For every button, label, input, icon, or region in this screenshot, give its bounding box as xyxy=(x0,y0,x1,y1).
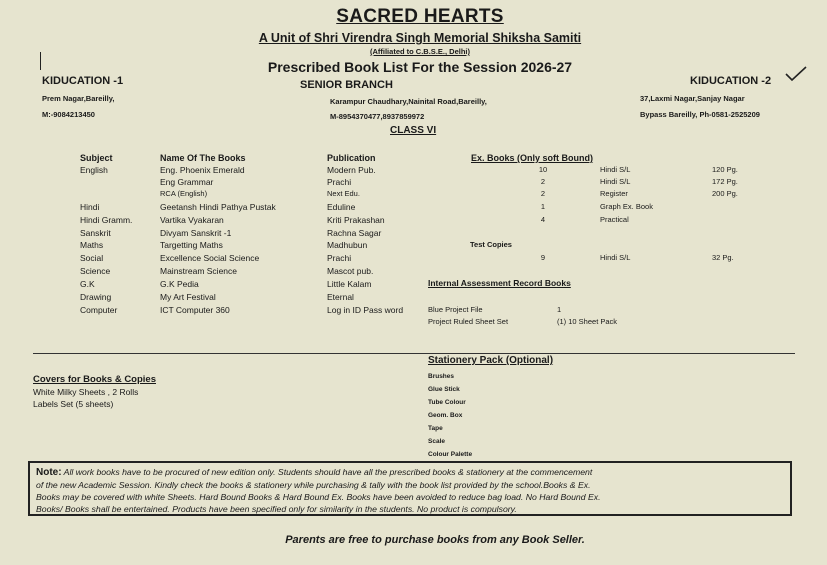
book-subject: Hindi Gramm. xyxy=(80,215,133,225)
school-name: SACRED HEARTS xyxy=(336,6,504,27)
unit-line: A Unit of Shri Virendra Singh Memorial Shiksha Samiti xyxy=(258,31,582,45)
book-publication: Prachi xyxy=(327,177,352,187)
stationery-item: Brushes xyxy=(428,373,455,380)
test-pages: 32 Pg. xyxy=(712,253,734,262)
table-row xyxy=(0,202,827,214)
stationery-item: Colour Palette xyxy=(428,451,473,458)
test-qty: 9 xyxy=(540,253,546,262)
exbook-type: Graph Ex. Book xyxy=(600,202,653,211)
book-name: Excellence Social Science xyxy=(160,253,260,263)
test-type: Hindi S/L xyxy=(600,253,631,262)
assessment-qty: (1) 10 Sheet Pack xyxy=(557,317,618,326)
book-publication: Little Kalam xyxy=(327,279,372,289)
covers-item: Labels Set (5 sheets) xyxy=(33,399,114,409)
book-publication: Next Edu. xyxy=(327,189,360,198)
exbook-type: Hindi S/L xyxy=(600,177,631,186)
book-subject: Social xyxy=(80,253,104,263)
senior-branch-phone: M-8954370477,8937859972 xyxy=(330,112,425,121)
col-name: Name Of The Books xyxy=(160,153,246,163)
book-name: Geetansh Hindi Pathya Pustak xyxy=(160,202,276,212)
note-line: of the new Academic Session. Kindly check the books & stationery while purchasing & tally with the book list provided by the school.Books & Ex. xyxy=(36,480,591,490)
book-name: Eng. Phoenix Emerald xyxy=(160,165,245,175)
table-row xyxy=(0,165,827,177)
footer-text: Parents are free to purchase books from any Book Seller. xyxy=(285,534,585,546)
exbook-type: Register xyxy=(600,189,628,198)
book-name: G.K Pedia xyxy=(160,279,199,289)
note-line: All work books have to be procured of new edition only. Students should have all the prescribed books & stationery at the commencement xyxy=(63,467,593,477)
page-title: Prescribed Book List For the Session 2026-27 xyxy=(267,59,573,75)
table-row xyxy=(0,189,827,201)
tick-mark-icon xyxy=(785,66,807,82)
col-subject: Subject xyxy=(80,153,113,163)
table-row xyxy=(0,240,827,252)
table-row xyxy=(0,177,827,189)
book-name: RCA (English) xyxy=(160,189,208,198)
assessment-item: Project Ruled Sheet Set xyxy=(428,317,509,326)
book-publication: Rachna Sagar xyxy=(327,228,382,238)
book-subject: Maths xyxy=(80,240,104,250)
exbook-qty: 2 xyxy=(540,177,546,186)
assessment-qty: 1 xyxy=(557,305,562,314)
stationery-item: Glue Stick xyxy=(428,386,460,393)
book-name: Vartika Vyakaran xyxy=(160,215,224,225)
book-publication: Modern Pub. xyxy=(327,165,376,175)
table-row xyxy=(0,317,827,329)
table-row xyxy=(0,305,827,317)
covers-item: White Milky Sheets , 2 Rolls xyxy=(33,387,139,397)
exbook-qty: 1 xyxy=(540,202,546,211)
table-row xyxy=(0,292,827,304)
exbook-qty: 2 xyxy=(540,189,546,198)
divider xyxy=(33,353,795,354)
covers-title: Covers for Books & Copies xyxy=(33,374,156,385)
book-name: Targetting Maths xyxy=(160,240,223,250)
assessment-item: Blue Project File xyxy=(428,305,483,314)
book-name: Mainstream Science xyxy=(160,266,238,276)
table-row xyxy=(0,228,827,240)
stationery-item: Tape xyxy=(428,425,443,432)
kiducation1-name: KIDUCATION -1 xyxy=(42,75,124,87)
book-name: Divyam Sanskrit -1 xyxy=(160,228,232,238)
book-publication: Log in ID Pass word xyxy=(327,305,404,315)
col-publication: Publication xyxy=(327,153,376,163)
book-publication: Kriti Prakashan xyxy=(327,215,385,225)
kiducation1-address: Prem Nagar,Bareilly, xyxy=(42,94,115,103)
table-row xyxy=(0,253,827,265)
book-publication: Eduline xyxy=(327,202,356,212)
book-table-header xyxy=(0,153,827,165)
exbook-pages: 200 Pg. xyxy=(712,189,738,198)
affiliation-line: (Affiliated to C.B.S.E., Delhi) xyxy=(369,47,470,56)
kiducation1-phone: M:-9084213450 xyxy=(42,110,95,119)
exbooks-title: Ex. Books (Only soft Bound) xyxy=(471,153,594,163)
kiducation2-name: KIDUCATION -2 xyxy=(690,75,772,87)
exbook-qty: 10 xyxy=(538,165,548,174)
book-subject: English xyxy=(80,165,108,175)
book-publication: Mascot pub. xyxy=(327,266,374,276)
table-row xyxy=(0,266,827,278)
book-name: My Art Festival xyxy=(160,292,216,302)
assessment-title: Internal Assessment Record Books xyxy=(428,278,571,288)
exbook-qty: 4 xyxy=(540,215,546,224)
branch-name: SENIOR BRANCH xyxy=(300,79,393,91)
class-title: CLASS VI xyxy=(390,125,437,136)
book-subject: G.K xyxy=(80,279,95,289)
stationery-item: Tube Colour xyxy=(428,399,466,406)
stationery-item: Geom. Box xyxy=(428,412,463,419)
table-row xyxy=(0,215,827,227)
exbook-pages: 120 Pg. xyxy=(712,165,738,174)
book-name: ICT Computer 360 xyxy=(160,305,230,315)
senior-branch-address: Karampur Chaudhary,Nainital Road,Bareilly, xyxy=(330,97,487,106)
book-subject: Drawing xyxy=(80,292,112,302)
exbook-pages: 172 Pg. xyxy=(712,177,738,186)
exbook-type: Hindi S/L xyxy=(600,165,631,174)
note-line: Books/ Books shall be entertained. Products have been specified only for similarity in the students. No product is compulsory. xyxy=(36,504,517,514)
exbook-type: Practical xyxy=(600,215,629,224)
book-subject: Hindi xyxy=(80,202,100,212)
table-row xyxy=(0,279,827,291)
book-publication: Madhubun xyxy=(327,240,368,250)
note-line: Books may be covered with white Sheets. Hard Bound Books & Hard Bound Ex. Books have been avoided to reduce bag load. No Hard Bound Ex. xyxy=(36,492,601,502)
kiducation2-address: 37,Laxmi Nagar,Sanjay Nagar xyxy=(640,94,745,103)
test-copies-title: Test Copies xyxy=(470,240,512,249)
book-subject: Sanskrit xyxy=(80,228,111,238)
book-name: Eng Grammar xyxy=(160,177,214,187)
note-box xyxy=(28,461,792,516)
kiducation2-phone: Bypass Bareilly, Ph-0581-2525209 xyxy=(640,110,760,119)
book-publication: Eternal xyxy=(327,292,354,302)
book-subject: Computer xyxy=(80,305,118,315)
stationery-title: Stationery Pack (Optional) xyxy=(428,355,554,366)
stationery-item: Scale xyxy=(428,438,445,445)
book-publication: Prachi xyxy=(327,253,352,263)
book-subject: Science xyxy=(80,266,111,276)
note-label: Note: xyxy=(36,467,62,478)
